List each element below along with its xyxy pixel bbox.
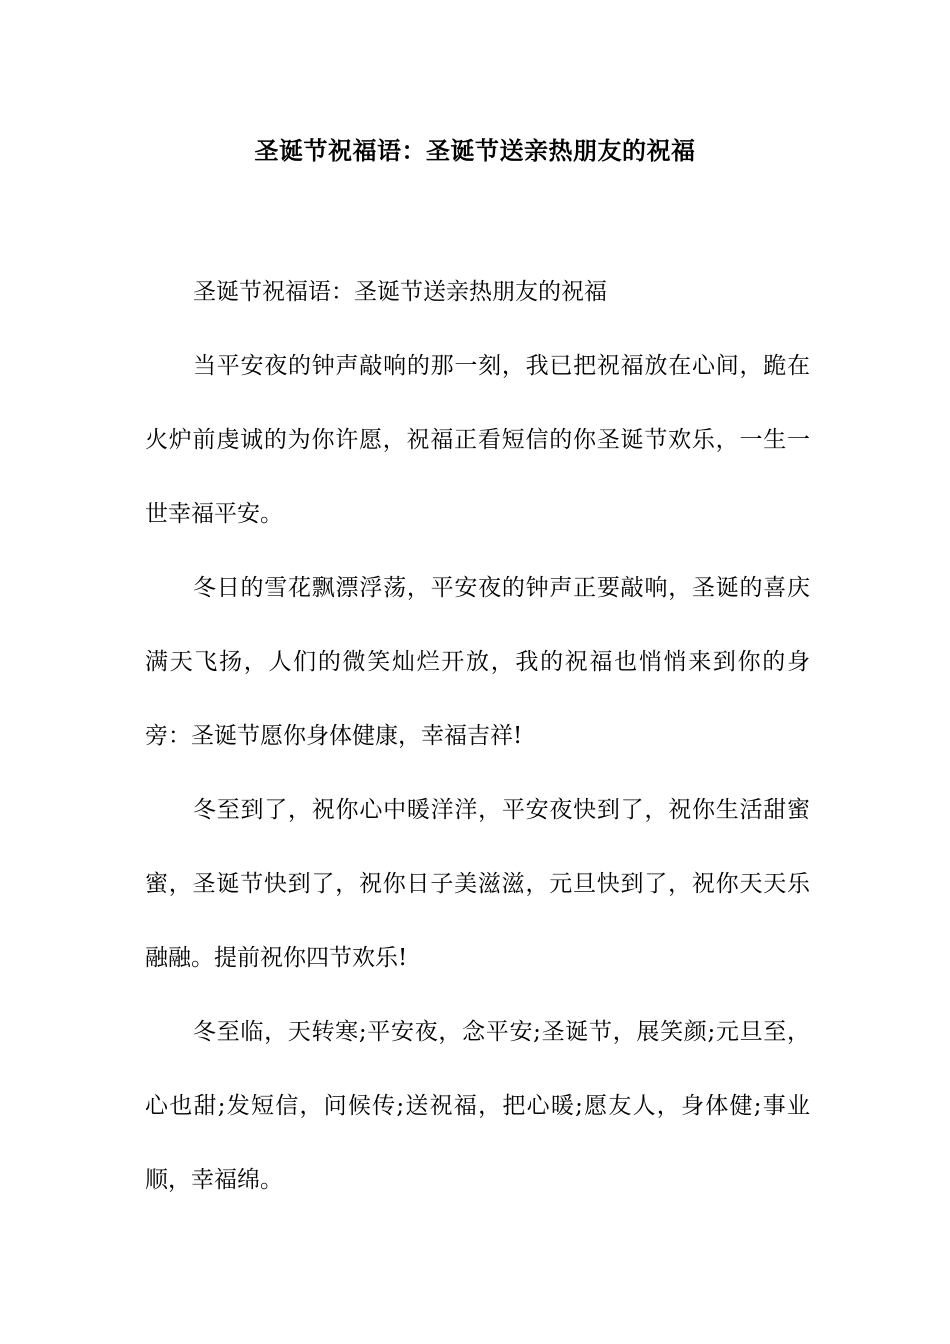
- paragraph: 当平安夜的钟声敲响的那一刻，我已把祝福放在心间，跪在火炉前虔诚的为你许愿，祝福正看短信的你圣诞节欢乐，一生一世幸福平安。: [145, 353, 810, 527]
- paragraph-subtitle: 圣诞节祝福语：圣诞节送亲热朋友的祝福: [193, 279, 607, 305]
- paragraph: 冬日的雪花飘漂浮荡，平安夜的钟声正要敲响，圣诞的喜庆满天飞扬，人们的微笑灿烂开放，我的祝福也悄悄来到你的身旁：圣诞节愿你身体健康，幸福吉祥!: [145, 575, 810, 749]
- paragraph: 冬至临，天转寒;平安夜，念平安;圣诞节，展笑颜;元旦至，心也甜;发短信，问候传;送祝福，把心暖;愿友人，身体健;事业顺，幸福绵。: [145, 1019, 810, 1193]
- document-title: 圣诞节祝福语：圣诞节送亲热朋友的祝福: [254, 136, 696, 165]
- document-body: [145, 255, 810, 1217]
- paragraph: 冬至到了，祝你心中暖洋洋，平安夜快到了，祝你生活甜蜜蜜，圣诞节快到了，祝你日子美滋滋，元旦快到了，祝你天天乐融融。提前祝你四节欢乐!: [145, 797, 810, 971]
